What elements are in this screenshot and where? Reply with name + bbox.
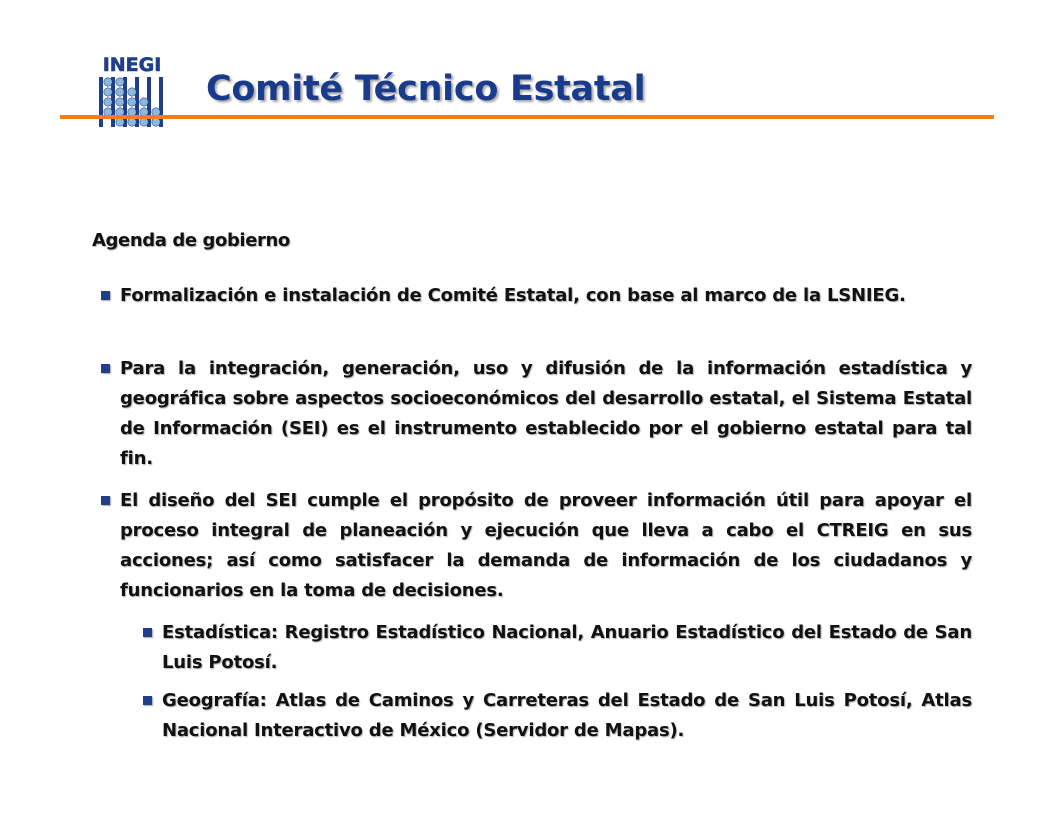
sub-list-item: Estadística: Registro Estadístico Nacional, Anuario Estadístico del Estado de San Luis Potosí.: [162, 622, 972, 673]
bullet-marker-icon: [101, 496, 110, 505]
sub-bullet-marker-icon: [143, 628, 152, 637]
bullet-marker-icon: [101, 364, 110, 373]
bullet-marker-icon: [101, 291, 110, 300]
page-title: Comité Técnico Estatal: [206, 69, 646, 109]
section-heading: Agenda de gobierno: [92, 230, 290, 251]
title-rule: [60, 115, 994, 119]
sub-bullet-marker-icon: [143, 696, 152, 705]
list-item: Para la integración, generación, uso y difusión de la información estadística y geográfica sobre aspectos socioeconómicos del desarrollo estatal, el Sistema Estatal de Información (SEI) es el instrumento establecido por el gobierno estatal para tal fin.: [120, 358, 972, 469]
list-item: El diseño del SEI cumple el propósito de proveer información útil para apoyar el proceso integral de planeación y ejecución que lleva a cabo el CTREIG en sus acciones; así como satisfacer la demanda de información de los ciudadanos y funcionarios en la toma de decisiones.: [120, 490, 972, 601]
sub-list-item: Geografía: Atlas de Caminos y Carreteras del Estado de San Luis Potosí, Atlas Nacional Interactivo de México (Servidor de Mapas).: [162, 690, 972, 741]
list-item: Formalización e instalación de Comité Estatal, con base al marco de la LSNIEG.: [120, 285, 906, 306]
logo-text: INEGI: [102, 54, 162, 76]
